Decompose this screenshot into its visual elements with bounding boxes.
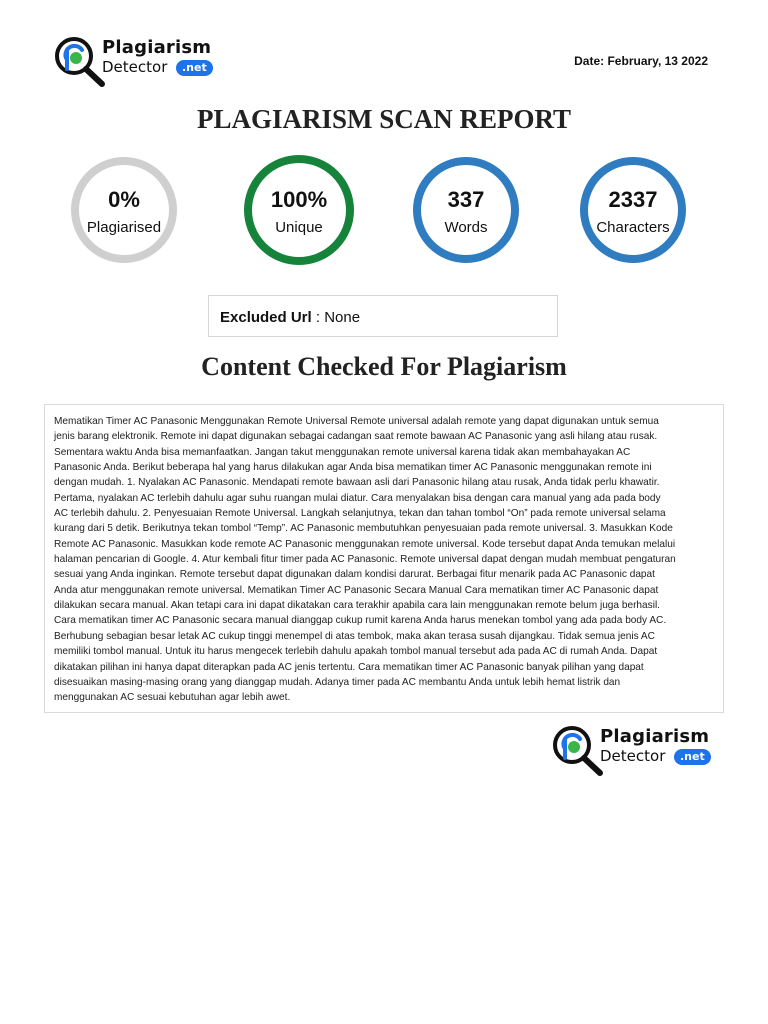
content-line: halaman pencarian di Google. 4. Atur kembali fitur timer pada AC Panasonic. Remote universal dapat dengan mudah membuat pengaturan [54, 554, 676, 566]
stat-value: 2337 [608, 187, 658, 212]
brand-sub: Detector [600, 747, 666, 765]
excluded-url-value: None [324, 309, 361, 326]
stat-value: 337 [447, 187, 485, 212]
content-line: dilakukan secara manual. Akan tetapi cara ini dapat dikatakan cara terakhir apabila cara lain menggunakan remote belum juga berhasil. [54, 600, 660, 612]
content-line: Panasonic Anda. Berikut beberapa hal yang harus dilakukan agar Anda bisa mematikan timer AC Panasonic menggunakan remote ini [54, 462, 652, 474]
content-line: disesuaikan masing-masing orang yang dianggap mudah. Adanya timer pada AC membantu Anda untuk lebih hemat listrik dan [54, 676, 621, 688]
content-line: Berhubung sebagian besar letak AC cukup tinggi menempel di atas tembok, maka akan terasa susah dijangkau. Tidak semua jenis AC [54, 630, 655, 642]
content-box [44, 404, 724, 713]
content-line: AC terlebih dahulu. 2. Penyesuaian Remote Universal. Langkah selanjutnya, tekan dan tahan tombol “On” pada remote universal selama [54, 508, 666, 520]
stat-characters-ring [580, 157, 686, 263]
stat-label: Words [444, 219, 488, 236]
brand-name: Plagiarism [102, 37, 212, 58]
content-line: memiliki tombol manual. Untuk itu harus mengecek terlebih dahulu apakah tombol manual tersebut ada pada AC di rumah Anda. Dapat [54, 646, 658, 658]
content-line: Sementara waktu Anda bisa memanfaatkan. Jangan takut menggunakan remote universal karena tidak akan membahayakan AC [54, 446, 631, 458]
content-line: Pertama, nyalakan AC terlebih dahulu agar suhu ruangan mulai diatur. Cara menyalakan bisa dengan cara manual yang ada pada body [54, 492, 661, 504]
content-line: Remote AC Panasonic. Masukkan kode remote AC Panasonic menggunakan remote universal. Kode tersebut dapat Anda temukan melalui [54, 538, 676, 550]
stat-value: 0% [108, 187, 140, 212]
content-line: menggunakan AC sesuai kebutuhan agar lebih awet. [54, 692, 291, 704]
content-text [54, 414, 713, 706]
content-title: Content Checked For Plagiarism [201, 352, 567, 381]
excluded-url-separator: : [311, 309, 325, 326]
content-line: kurang dari 5 detik. Berikutnya tekan tombol “Temp”. AC Panasonic membutuhkan penyesuaian pada remote universal. 3. Masukkan Kode [54, 523, 673, 535]
brand-name: Plagiarism [600, 726, 710, 747]
stat-label: Plagiarised [86, 219, 162, 236]
brand-logo [54, 36, 214, 88]
stat-label: Unique [275, 219, 323, 236]
brand-logo-footer [552, 725, 712, 777]
excluded-url-label: Excluded Url [220, 309, 312, 326]
magnifier-logo-icon [552, 725, 606, 777]
stat-value: 100% [270, 187, 328, 212]
content-line: Mematikan Timer AC Panasonic Menggunakan Remote Universal Remote universal adalah remote yang dapat digunakan untuk semua [54, 416, 659, 427]
stat-unique-ring [244, 155, 354, 265]
report-date: Date: February, 13 2022 [574, 54, 708, 68]
magnifier-logo-icon [54, 36, 108, 88]
excluded-url-box [208, 295, 558, 337]
brand-sub: Detector [102, 58, 168, 76]
content-line: Anda atur menggunakan remote universal. Mematikan Timer AC Panasonic Secara Manual Cara mematikan timer AC Panasonic dapat [54, 584, 659, 596]
stat-words-ring [413, 157, 519, 263]
report-title: PLAGIARISM SCAN REPORT [196, 104, 572, 134]
stat-plagiarised-ring [71, 157, 177, 263]
content-line: Cara mematikan timer AC Panasonic secara manual dianggap cukup rumit karena Anda harus menekan tombol yang ada pada body AC. [54, 615, 667, 627]
content-line: dengan mudah. 1. Nyalakan AC Panasonic. Mendapati remote bawaan asli dari Panasonic hilang atau rusak, Anda tidak perlu khawatir. [54, 477, 660, 489]
brand-tld-badge: .net [674, 749, 711, 765]
content-line: sesuai yang Anda inginkan. Remote tersebut dapat digunakan dalam kondisi darurat. Berbagai fitur menarik pada AC Panasonic dapat [54, 569, 655, 581]
content-line: jenis barang elektronik. Remote ini dapat digunakan sebagai cadangan saat remote bawaan AC Panasonic yang asli hilang atau rusak. [54, 431, 658, 443]
stat-label: Characters [596, 219, 670, 236]
brand-tld-badge: .net [176, 60, 213, 76]
content-line: dikatakan pilihan ini hanya dapat diterapkan pada AC jenis tertentu. Cara mematikan timer AC Panasonic banyak pilihan yang dapat [54, 661, 644, 673]
